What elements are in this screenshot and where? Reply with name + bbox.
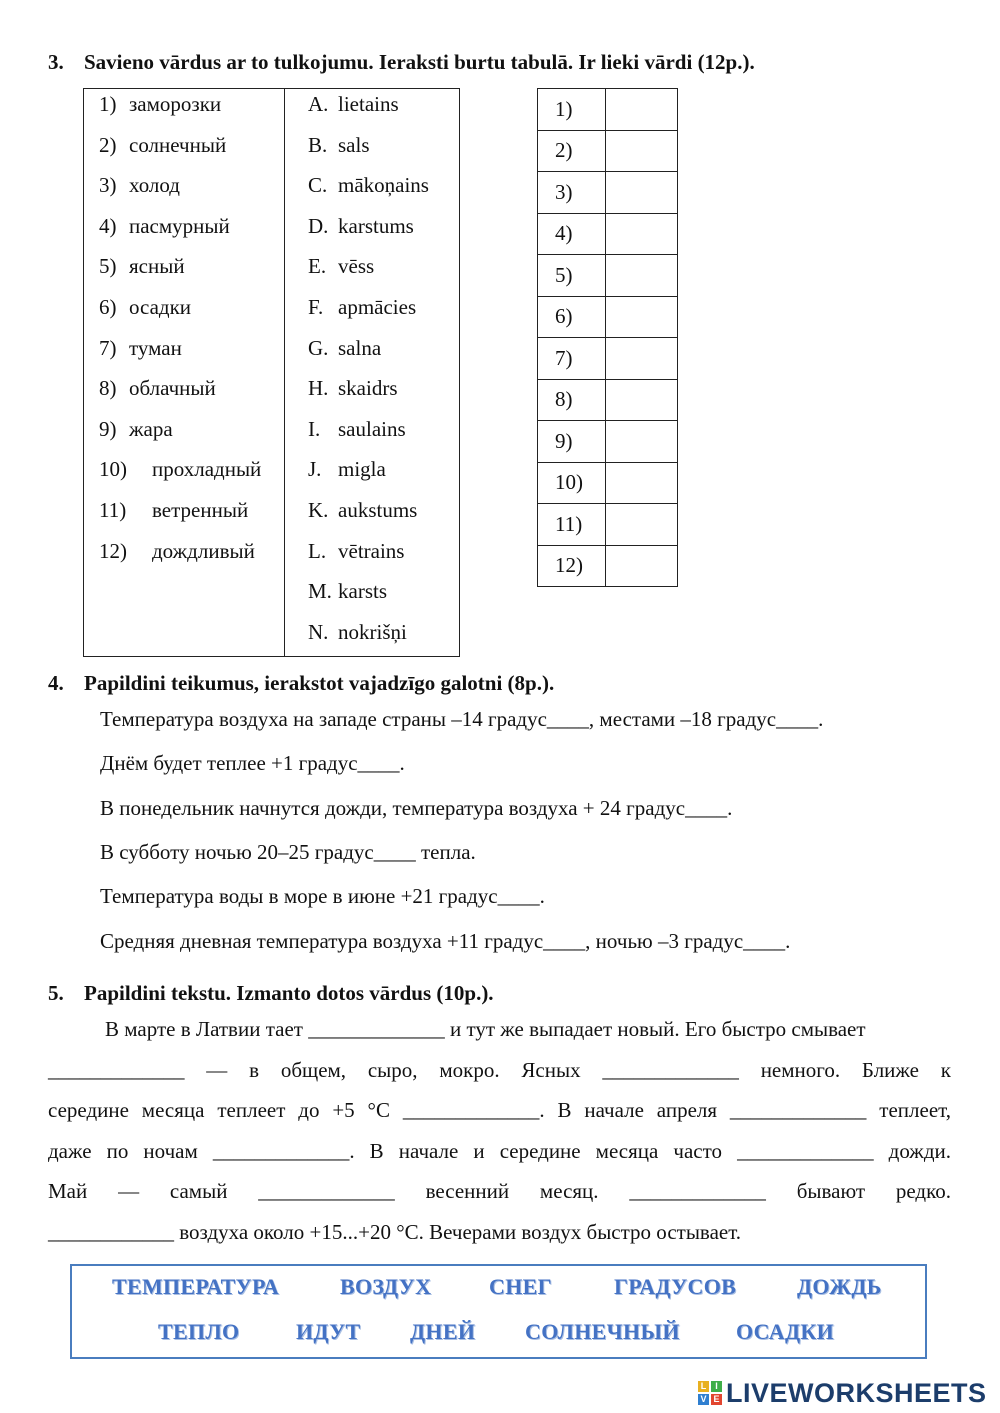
fill-in-sentence: Температура воздуха на западе страны –14 градус____, местами –18 градус____. (100, 707, 824, 731)
answer-row (538, 130, 678, 172)
answer-input-cell[interactable] (606, 504, 678, 546)
answer-input-cell[interactable] (606, 545, 678, 587)
latvian-word: saulains (338, 416, 406, 441)
russian-word-number: 2) (99, 132, 117, 157)
russian-word-item (99, 537, 255, 565)
russian-word: облачный (129, 376, 216, 401)
latvian-word: migla (338, 457, 386, 482)
russian-word-number: 10) (99, 457, 127, 482)
word-table (83, 88, 460, 657)
task5-heading (48, 981, 494, 1006)
word-bank-item: ВОЗДУХ (340, 1274, 432, 1299)
latvian-word-item (308, 252, 374, 280)
russian-word-number: 5) (99, 254, 117, 279)
latvian-word-letter: D. (308, 213, 329, 238)
russian-word-number: 9) (99, 416, 117, 441)
russian-word-number: 3) (99, 173, 117, 198)
answer-label: 4) (538, 213, 606, 255)
answer-input-cell[interactable] (606, 255, 678, 297)
task4-title: Papildini teikumus, ierakstot vajadzīgo galotni (8p.). (84, 671, 555, 695)
latvian-word-item (308, 618, 407, 646)
russian-word-item (99, 293, 191, 321)
latvian-word: vētrains (338, 538, 405, 563)
latvian-word: aukstums (338, 498, 418, 522)
answer-label: 10) (538, 462, 606, 504)
latvian-word-letter: F. (308, 295, 324, 319)
answer-input-cell[interactable] (606, 130, 678, 172)
logo-text: LIVEWORKSHEETS (726, 1377, 987, 1408)
word-bank (70, 1264, 927, 1359)
logo-mark-tile: V (698, 1394, 709, 1405)
latvian-word-letter: L. (308, 538, 327, 563)
russian-word: осадки (129, 295, 192, 319)
latvian-word-item (308, 415, 406, 443)
russian-word-item (99, 212, 230, 240)
text-line: ____________ воздуха около +15...+20 °C. Вечерами воздух быстро остывает. (48, 1219, 742, 1244)
text-line: середине месяца теплеет до +5 °C _____________. В начале апреля _____________ теплеет, (48, 1098, 951, 1123)
text-line: _____________ — в общем, сыро, мокро. Ясных _____________ немного. Ближе к (48, 1057, 951, 1082)
answer-label: 5) (538, 255, 606, 297)
latvian-word: skaidrs (338, 376, 398, 401)
russian-word-number: 8) (99, 376, 117, 401)
answer-label: 2) (538, 130, 606, 172)
russian-word-number: 7) (99, 335, 117, 360)
latvian-word-item (308, 334, 381, 362)
latvian-word-item (308, 131, 370, 159)
russian-word-item (99, 131, 226, 159)
logo-mark-tile: E (711, 1394, 722, 1405)
latvian-word-letter: C. (308, 173, 328, 198)
word-bank-item: ДНЕЙ (410, 1319, 476, 1344)
russian-word-item (99, 455, 261, 483)
task3-title: Savieno vārdus ar to tulkojumu. Ieraksti burtu tabulā. Ir lieki vārdi (12p.). (84, 50, 755, 74)
fill-in-sentence: Днём будет теплее +1 градус____. (100, 751, 405, 776)
answer-input-cell[interactable] (606, 379, 678, 421)
russian-word: пасмурный (129, 213, 230, 238)
answer-input-cell[interactable] (606, 213, 678, 255)
latvian-word: nokrišņi (338, 619, 407, 644)
russian-word: дождливый (152, 538, 255, 563)
russian-word-number: 1) (99, 92, 117, 116)
answer-row (538, 338, 678, 380)
russian-word-item (99, 334, 182, 362)
text-line: В марте в Латвии тает _____________ и тут же выпадает новый. Его быстро смывает (105, 1017, 866, 1041)
answer-row (538, 89, 678, 131)
latvian-word: apmācies (338, 295, 417, 319)
word-bank-item: ОСАДКИ (736, 1319, 835, 1344)
russian-word: заморозки (129, 92, 222, 116)
russian-word: туман (129, 335, 182, 360)
russian-word: ясный (129, 254, 185, 279)
answer-row (538, 213, 678, 255)
russian-word: прохладный (152, 457, 262, 482)
russian-word: солнечный (129, 132, 227, 157)
latvian-word-item (308, 171, 429, 199)
latvian-word-letter: G. (308, 335, 329, 360)
answer-row (538, 379, 678, 421)
russian-word: жара (129, 416, 173, 441)
latvian-word-item (308, 293, 416, 321)
fill-in-sentence: В субботу ночью 20–25 градус____ тепла. (100, 839, 476, 864)
task5-text (48, 1009, 951, 1253)
latvian-word-item (308, 496, 417, 524)
latvian-word-item (308, 455, 386, 483)
answer-row (538, 462, 678, 504)
task5-number: 5. (48, 981, 64, 1005)
latvian-word-item (308, 212, 414, 240)
answer-row (538, 255, 678, 297)
text-line: даже по ночам _____________. В начале и середине месяца часто _____________ дожди. (48, 1138, 951, 1163)
latvian-word: sals (338, 132, 370, 157)
russian-word-number: 11) (99, 498, 127, 522)
latvian-word-item (308, 90, 399, 118)
latvian-word-letter: I. (308, 416, 321, 441)
russian-word-item (99, 171, 180, 199)
answer-label: 7) (538, 338, 606, 380)
russian-word-item (99, 374, 216, 402)
latvian-word: salna (338, 335, 382, 360)
russian-word-number: 12) (99, 538, 127, 563)
word-bank-item: ТЕПЛО (158, 1319, 240, 1344)
word-bank-item: СОЛНЕЧНЫЙ (525, 1319, 680, 1344)
answer-label: 8) (538, 379, 606, 421)
answer-label: 11) (538, 504, 606, 546)
word-bank-item: ТЕМПЕРАТУРА (112, 1274, 280, 1299)
word-table-divider (284, 89, 285, 656)
answer-row (538, 421, 678, 463)
latvian-word-item (308, 374, 398, 402)
russian-word-number: 6) (99, 295, 117, 319)
latvian-word-letter: N. (308, 619, 329, 644)
logo-mark-icon (698, 1381, 722, 1405)
answer-input-cell[interactable] (606, 172, 678, 214)
latvian-word-letter: H. (308, 376, 329, 401)
task4-number: 4. (48, 671, 64, 695)
word-bank-item: ГРАДУСОВ (614, 1274, 737, 1299)
answer-label: 3) (538, 172, 606, 214)
answer-label: 9) (538, 421, 606, 463)
task3-number: 3. (48, 50, 64, 74)
latvian-word-letter: J. (308, 457, 322, 482)
task4-heading (48, 671, 554, 696)
logo-mark-tile: I (711, 1381, 722, 1392)
answer-label: 1) (538, 89, 606, 131)
answer-label: 12) (538, 545, 606, 587)
word-bank-item: ИДУТ (296, 1319, 361, 1344)
answer-grid (537, 88, 678, 587)
latvian-word-item (308, 577, 387, 605)
russian-word-item (99, 252, 185, 280)
answer-row (538, 545, 678, 587)
fill-in-sentence: В понедельник начнутся дожди, температура воздуха + 24 градус____. (100, 795, 733, 820)
latvian-word: vēss (338, 254, 375, 279)
answer-row (538, 172, 678, 214)
latvian-word: lietains (338, 92, 399, 116)
fill-in-sentence: Средняя дневная температура воздуха +11 градус____, ночью –3 градус____. (100, 928, 791, 953)
answer-input-cell[interactable] (606, 421, 678, 463)
answer-input-cell[interactable] (606, 462, 678, 504)
latvian-word: karstums (338, 213, 414, 238)
answer-input-cell[interactable] (606, 338, 678, 380)
task5-title: Papildini tekstu. Izmanto dotos vārdus (10p.). (84, 981, 494, 1005)
russian-word-number: 4) (99, 213, 117, 238)
russian-word-item (99, 90, 221, 118)
russian-word: холод (129, 173, 180, 198)
answer-input-cell[interactable] (606, 296, 678, 338)
russian-word: ветренный (152, 498, 249, 522)
russian-word-item (99, 496, 248, 524)
answer-label: 6) (538, 296, 606, 338)
logo-mark-tile: L (698, 1381, 709, 1392)
word-bank-item: СНЕГ (489, 1274, 552, 1299)
latvian-word: karsts (338, 579, 387, 604)
latvian-word: mākoņains (338, 173, 429, 198)
latvian-word-letter: E. (308, 254, 327, 279)
liveworksheets-logo (698, 1378, 987, 1408)
latvian-word-letter: A. (308, 92, 329, 116)
answer-row (538, 296, 678, 338)
fill-in-sentence: Температура воды в море в июне +21 градус____. (100, 884, 545, 909)
text-line: Май — самый _____________ весенний месяц. _____________ бывают редко. (48, 1179, 951, 1204)
latvian-word-letter: B. (308, 132, 328, 157)
russian-word-item (99, 415, 173, 443)
answer-input-cell[interactable] (606, 89, 678, 131)
latvian-word-item (308, 537, 404, 565)
latvian-word-letter: K. (308, 498, 329, 522)
latvian-word-letter: M. (308, 579, 332, 604)
answer-row (538, 504, 678, 546)
task3-heading (48, 50, 755, 75)
word-bank-item: ДОЖДЬ (797, 1274, 882, 1299)
